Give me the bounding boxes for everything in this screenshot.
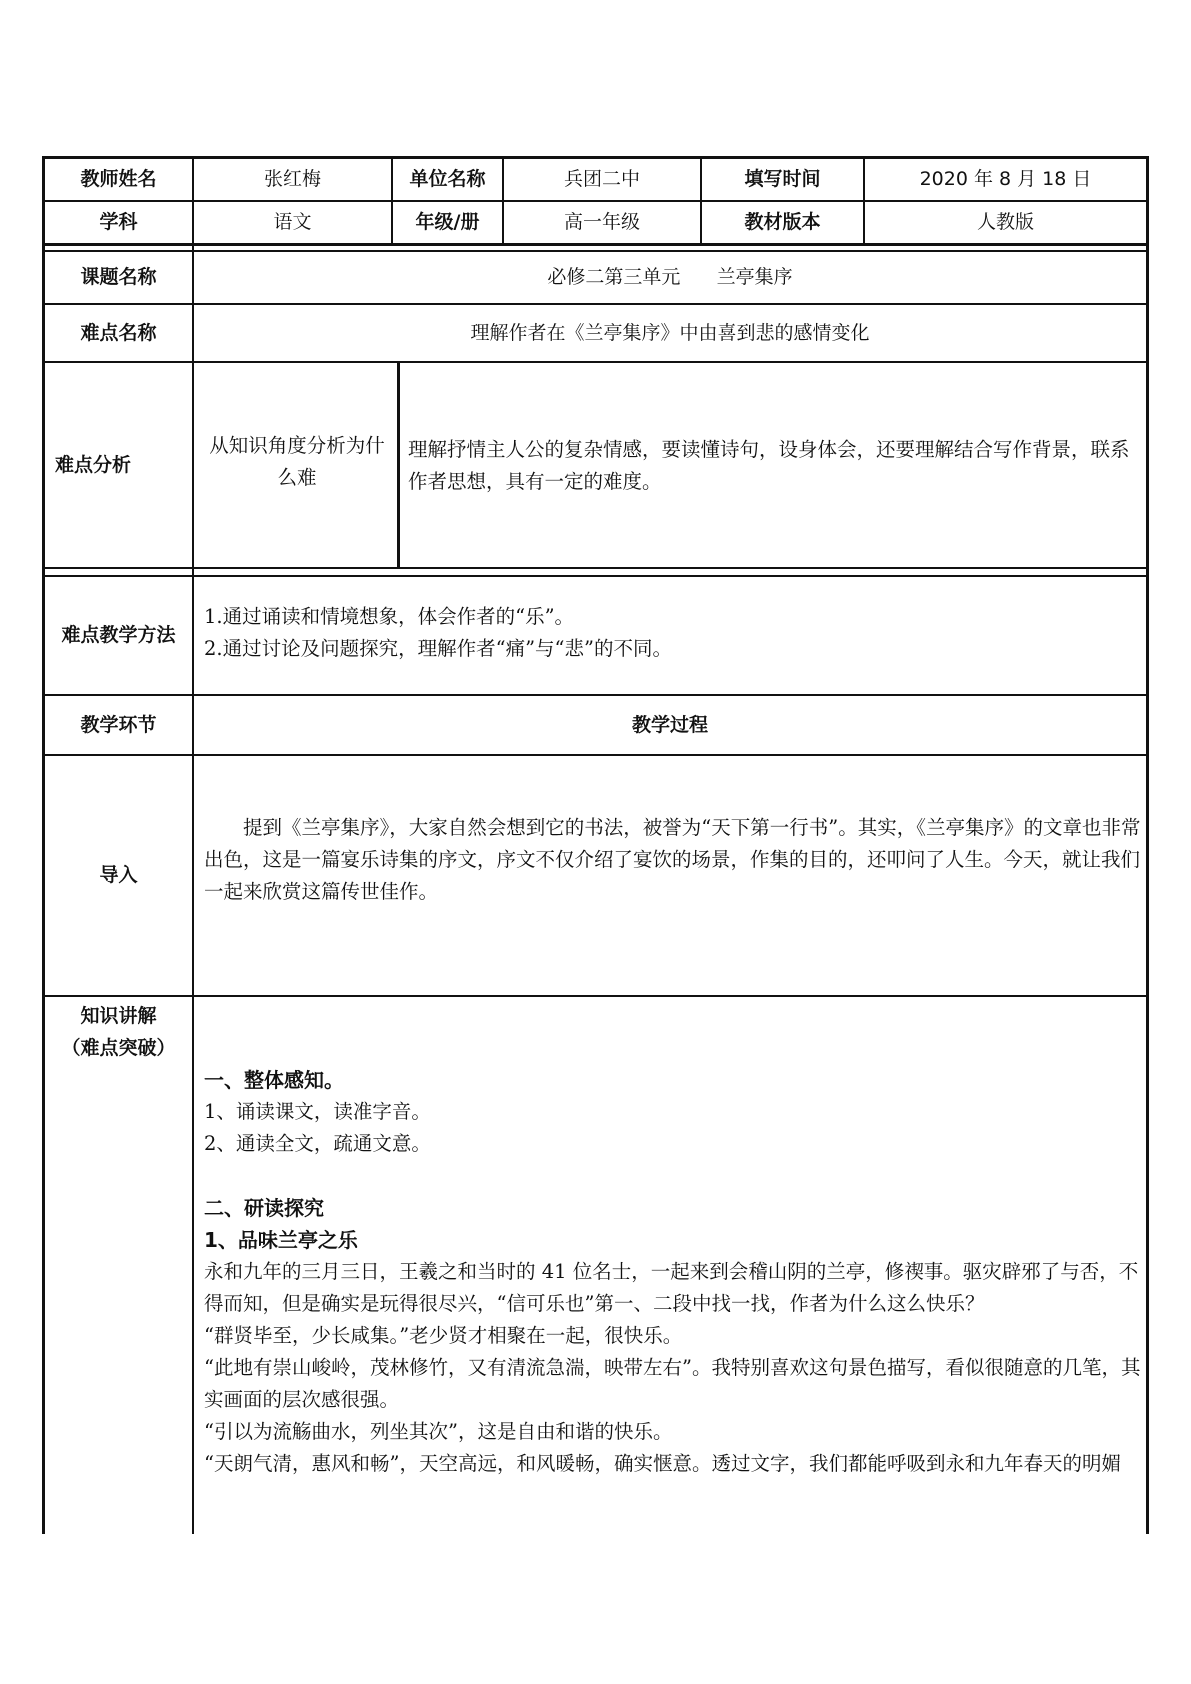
knowledge-label-line1: 知识讲解 bbox=[80, 1005, 157, 1027]
subsection-title: 1、品味兰亭之乐 bbox=[204, 1228, 358, 1252]
fill-date-value: 2020 年 8 月 18 日 bbox=[919, 168, 1092, 191]
row-divider bbox=[42, 243, 1149, 246]
analysis-text: 理解抒情主人公的复杂情感，要读懂诗句，设身体会，还要理解结合写作背景，联系作者思想，具有一定的难度。 bbox=[408, 438, 1130, 493]
difficulty-value: 理解作者在《兰亭集序》中由喜到悲的感情变化 bbox=[470, 321, 870, 344]
row-divider bbox=[42, 567, 1149, 569]
paragraph-4: “引以为流觞曲水，列坐其次”，这是自由和谐的快乐。 bbox=[204, 1420, 673, 1443]
section1-item-1: 1、诵读课文，读准字音。 bbox=[204, 1100, 431, 1123]
grade-value: 高一年级 bbox=[563, 211, 640, 234]
row-divider bbox=[42, 361, 1149, 363]
paragraph-1: 永和九年的三月三日，王羲之和当时的 41 位名士，一起来到会稽山阴的兰亭，修禊事。驱灾辟邪了与否，不得而知，但是确实是玩得很尽兴，“信可乐也”第一、二段中找一找，作者为什么这么快乐？ bbox=[204, 1260, 1139, 1315]
analysis-label: 难点分析 bbox=[55, 453, 132, 476]
teacher-name-value: 张红梅 bbox=[263, 168, 321, 191]
paragraph-2: “群贤毕至，少长咸集。”老少贤才相聚在一起，很快乐。 bbox=[204, 1324, 683, 1347]
grade-label: 年级/册 bbox=[415, 211, 480, 234]
subject-value: 语文 bbox=[273, 211, 312, 234]
paragraph-5: “天朗气清，惠风和畅”，天空高远，和风暖畅，确实惬意。透过文字，我们都能呼吸到永和九年春天的明媚 bbox=[204, 1452, 1121, 1475]
knowledge-label bbox=[45, 1000, 192, 1064]
topic-label: 课题名称 bbox=[80, 266, 157, 289]
edition-label: 教材版本 bbox=[744, 211, 821, 234]
difficulty-label: 难点名称 bbox=[80, 321, 157, 344]
knowledge-label-line2: （难点突破） bbox=[61, 1037, 176, 1059]
unit-name-value: 兵团二中 bbox=[563, 168, 640, 191]
section1-item-2: 2、通读全文，疏通文意。 bbox=[204, 1132, 431, 1155]
analysis-sublabel: 从知识角度分析为什么难 bbox=[209, 434, 385, 489]
paragraph-3: “此地有崇山峻岭，茂林修竹，又有清流急湍，映带左右”。我特别喜欢这句景色描写，看似很随意的几笔，其实画面的层次感很强。 bbox=[204, 1356, 1141, 1411]
intro-label: 导入 bbox=[99, 864, 138, 887]
row-divider bbox=[42, 995, 1149, 997]
methods-item-1: 1.通过诵读和情境想象，体会作者的“乐”。 bbox=[204, 605, 575, 628]
methods-label: 难点教学方法 bbox=[61, 624, 176, 647]
row-divider bbox=[42, 754, 1149, 756]
row-divider bbox=[42, 575, 1149, 577]
fill-date-label: 填写时间 bbox=[744, 168, 821, 191]
spacer bbox=[204, 1160, 1144, 1192]
section2-title: 二、研读探究 bbox=[204, 1196, 324, 1220]
process-title: 教学过程 bbox=[631, 713, 708, 736]
edition-value: 人教版 bbox=[976, 211, 1034, 234]
unit-name-label: 单位名称 bbox=[409, 168, 486, 191]
col-divider bbox=[192, 156, 194, 1534]
section1-title: 一、整体感知。 bbox=[204, 1068, 344, 1092]
knowledge-content bbox=[204, 1064, 1144, 1480]
process-stage-label: 教学环节 bbox=[80, 713, 157, 736]
methods-list bbox=[204, 601, 1144, 665]
col-divider bbox=[397, 361, 400, 568]
topic-value: 必修二第三单元 兰亭集序 bbox=[547, 266, 793, 289]
teacher-name-label: 教师姓名 bbox=[80, 168, 157, 191]
subject-label: 学科 bbox=[99, 211, 138, 234]
methods-item-2: 2.通过讨论及问题探究，理解作者“痛”与“悲”的不同。 bbox=[204, 637, 672, 660]
intro-text: 提到《兰亭集序》，大家自然会想到它的书法，被誉为“天下第一行书”。其实，《兰亭集序》的文章也非常出色，这是一篇宴乐诗集的序文，序文不仅介绍了宴饮的场景，作集的目的，还叩问了人生。今天，就让我们一起来欣赏这篇传世佳作。 bbox=[204, 816, 1141, 903]
